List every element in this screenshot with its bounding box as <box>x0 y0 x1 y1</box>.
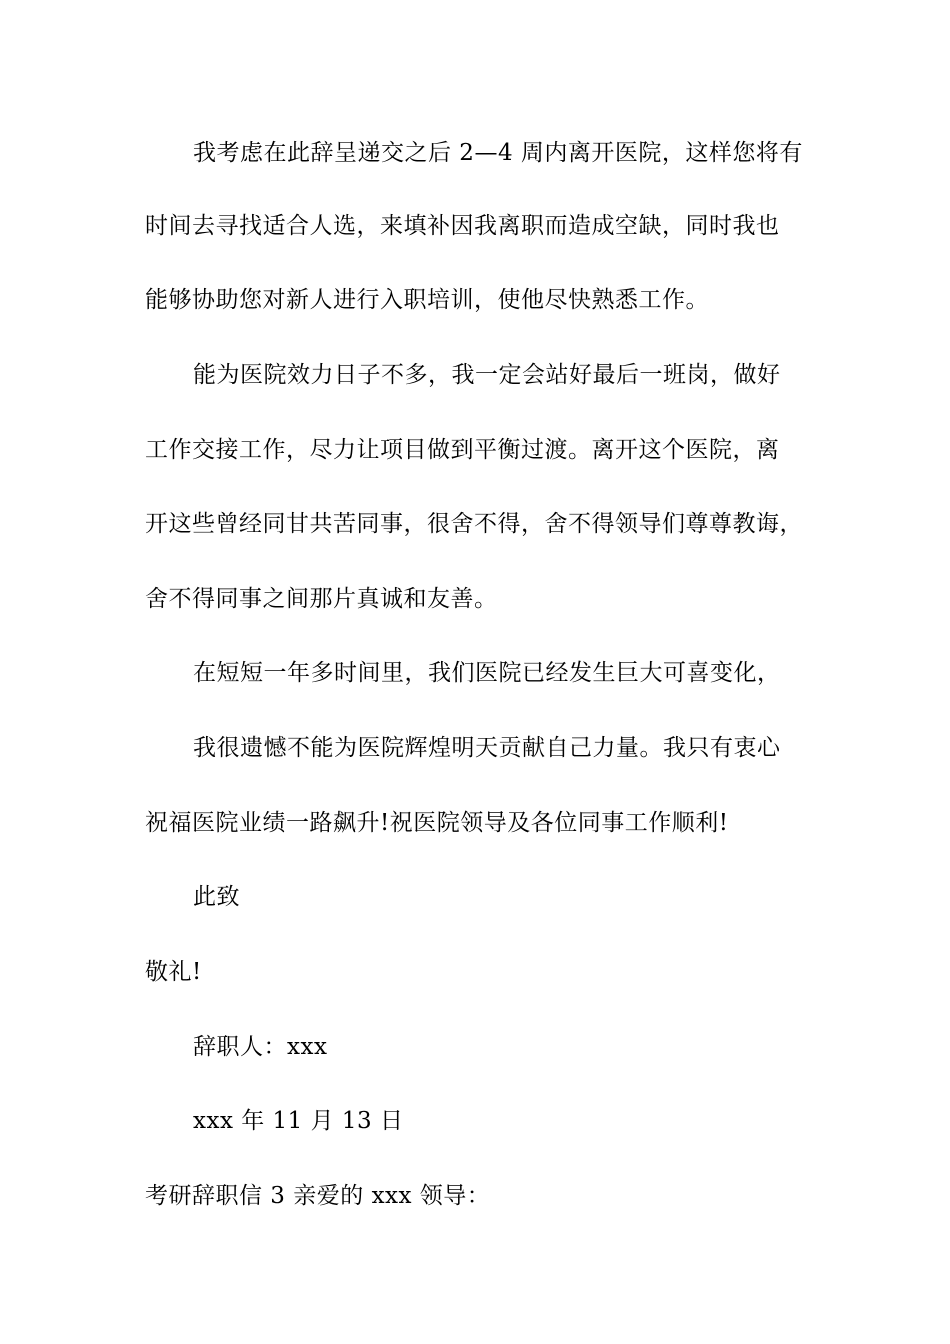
date-text: xxx 年 11 月 13 日 <box>193 1108 404 1134</box>
paragraph-4-line-2: 祝福医院业绩一路飙升!祝医院领导及各位同事工作顺利! <box>145 810 729 836</box>
paragraph-1-line-1: 我考虑在此辞呈递交之后 2—4 周内离开医院，这样您将有 <box>193 140 803 166</box>
closing-text: 此致 <box>193 884 240 910</box>
paragraph-2-line-4: 舍不得同事之间那片真诚和友善。 <box>145 586 498 612</box>
paragraph-2-line-3: 开这些曾经同甘共苦同事，很舍不得，舍不得领导们尊尊教诲， <box>145 511 803 537</box>
paragraph-3-line-1: 在短短一年多时间里，我们医院已经发生巨大可喜变化， <box>193 660 781 686</box>
salute-text: 敬礼! <box>145 959 202 985</box>
paragraph-2-line-1: 能为医院效力日子不多，我一定会站好最后一班岗，做好 <box>193 362 781 388</box>
signature-text: 辞职人：xxx <box>193 1034 328 1060</box>
next-letter-heading: 考研辞职信 3 亲爱的 xxx 领导： <box>145 1183 491 1209</box>
paragraph-1-line-2: 时间去寻找适合人选，来填补因我离职而造成空缺，同时我也 <box>145 213 780 239</box>
paragraph-2-line-2: 工作交接工作，尽力让项目做到平衡过渡。离开这个医院，离 <box>145 437 780 463</box>
paragraph-4-line-1: 我很遗憾不能为医院辉煌明天贡献自己力量。我只有衷心 <box>193 735 781 761</box>
paragraph-1-line-3: 能够协助您对新人进行入职培训，使他尽快熟悉工作。 <box>145 287 709 313</box>
